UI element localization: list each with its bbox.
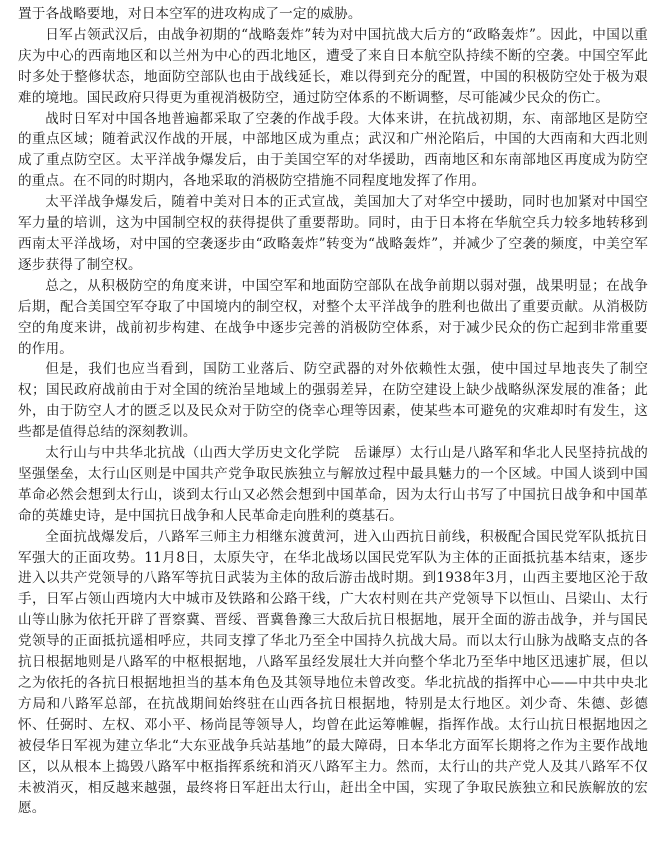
paragraph-5: 总之，从积极防空的角度来讲，中国空军和地面防空部队在战争前期以弱对强，战果明显；在战争后期，配合美国空军夺取了中国境内的制空权，对整个太平洋战争的胜利也做出了重要贡献。从消极防空的角度来讲，战前初步构建、在战争中逐步完善的消极防空体系，对于减少民众的伤亡起到非常重要的作用。 [18, 277, 648, 357]
paragraph-8: 全面抗战爆发后，八路军三师主力相继东渡黄河，进入山西抗日前线，积极配合国民党军队抵抗日军强大的正面攻势。11月8日，太原失守，在华北战场以国民党军队为主体的正面抵抗基本结束，逐步进入以共产党领导的八路军等抗日武装为主体的敌后游击战时期。到1938年3月，山西主要地区沦于敌手，日军占领山西境内大中城市及铁路和公路干线，广大农村则在共产党领导下以恒山、吕梁山、太行山等山脉为依托开辟了晋察冀、晋绥、晋冀鲁豫三大敌后抗日根据地，展开全面的游击战争，并与国民党领导的正面抵抗遥相呼应，共同支撑了华北乃至全中国持久抗战大局。而以太行山脉为战略支点的各抗日根据地则是八路军的中枢根据地，八路军虽经发展壮大并向整个华北乃至华中地区迅速扩展，但以之为依托的各抗日根据地担当的基本角色及其领导地位未曾改变。华北抗战的指挥中心——中共中央北方局和八路军总部，在抗战期间始终驻在山西各抗日根据地，特别是太行地区。刘少奇、朱德、彭德怀、任弼时、左权、邓小平、杨尚昆等领导人，均曾在此运筹帷幄，指挥作战。太行山抗日根据地因之被侵华日军视为建立华北“大东亚战争兵站基地”的最大障碍，日本华北方面军长期将之作为主要作战地区，以从根本上捣毁八路军中枢指挥系统和消灭八路军主力。然而，太行山的共产党人及其八路军不仅未被消灭，相反越来越强，最终将日军赶出太行山，赶出全中国，实现了争取民族独立和民族解放的宏愿。 [18, 528, 648, 817]
paragraph-3: 战时日军对中国各地普遍都采取了空袭的作战手段。大体来讲，在抗战初期，东、南部地区是防空的重点区域；随着武汉作战的开展，中部地区成为重点；武汉和广州沦陷后，中国的大西南和大西北则成了重点防空区。太平洋战争爆发后，由于美国空军的对华援助，西南地区和东南部地区再度成为防空的重点。在不同的时期内，各地采取的消极防空措施不同程度地发挥了作用。 [18, 110, 648, 190]
paragraph-2: 日军占领武汉后，由战争初期的“战略轰炸”转为对中国抗战大后方的“政略轰炸”。因此，中国以重庆为中心的西南地区和以兰州为中心的西北地区，遭受了来自日本航空队持续不断的空袭。中国空军此时多处于整修状态，地面防空部队也由于战线延长，难以得到充分的配置，中国的积极防空处于极为艰难的境地。国民政府只得更为重视消极防空，通过防空体系的不断调整，尽可能减少民众的伤亡。 [18, 26, 648, 106]
paragraph-4: 太平洋战争爆发后，随着中美对日本的正式宣战，美国加大了对华空中援助，同时也加紧对中国空军力量的培训，这为中国制空权的获得提供了重要帮助。同时，由于日本将在华航空兵力较多地转移到西南太平洋战场，对中国的空袭逐步由“政略轰炸”转变为“战略轰炸”，并减少了空袭的频度，中美空军逐步获得了制空权。 [18, 194, 648, 273]
paragraph-6: 但是，我们也应当看到，国防工业落后、防空武器的对外依赖性太强，使中国过早地丧失了制空权；国民政府战前由于对全国的统治呈地域上的强弱差异，在防空建设上缺少战略纵深发展的准备；此外，由于防空人才的匮乏以及民众对于防空的侥幸心理等因素，使某些本可避免的灾难却时有发生，这些都是值得总结的深刻教训。 [18, 361, 648, 441]
paragraph-7: 太行山与中共华北抗战（山西大学历史文化学院 岳谦厚）太行山是八路军和华北人民坚持抗战的坚强堡垒，太行山区则是中国共产党争取民族独立与解放过程中最具魅力的一个区域。中国人谈到中国革命必然会想到太行山，谈到太行山又必然会想到中国革命，因为太行山书写了中国抗日战争和中国革命的英雄史诗，是中国抗日战争和人民革命走向胜利的奠基石。 [18, 445, 648, 524]
document-page [18, 4, 648, 819]
paragraph-1: 置于各战略要地，对日本空军的进攻构成了一定的威胁。 [18, 6, 362, 22]
